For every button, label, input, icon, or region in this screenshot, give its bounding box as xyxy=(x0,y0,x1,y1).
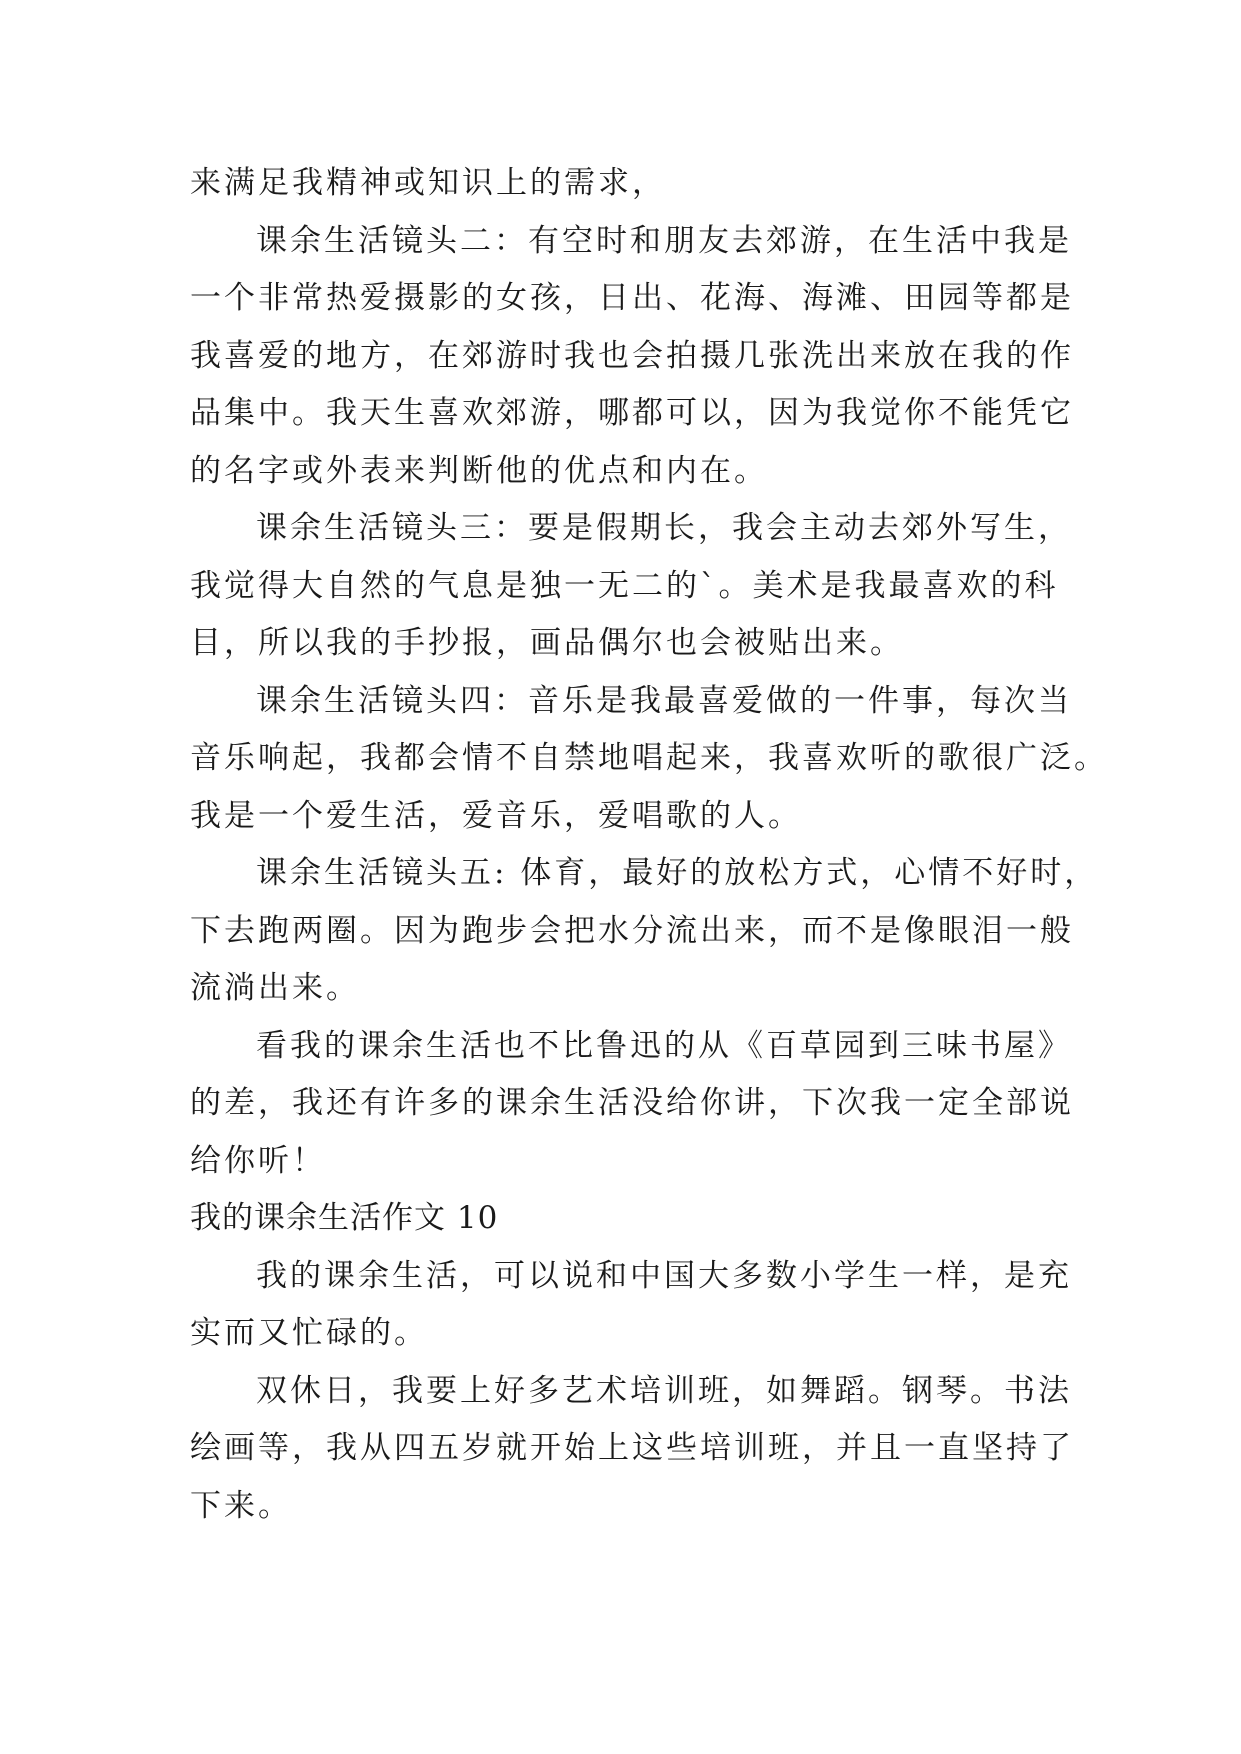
text-line: 实而又忙碌的。 xyxy=(190,1315,428,1351)
section-heading: 我的课余生活作文 10 xyxy=(190,1200,499,1236)
text-line: 给你听！ xyxy=(190,1142,326,1179)
paragraph-start-line: 课余生活镜头二：有空时和朋友去郊游，在生活中我是 xyxy=(256,222,1072,259)
text-line: 下来。 xyxy=(190,1487,292,1524)
text-line: 的名字或外表来判断他的优点和内在。 xyxy=(190,452,768,489)
paragraph-start-line: 双休日，我要上好多艺术培训班，如舞蹈。钢琴。书法 xyxy=(256,1372,1072,1409)
paragraph-start-line: 看我的课余生活也不比鲁迅的从《百草园到三味书屋》 xyxy=(256,1027,1072,1064)
text-line: 一个非常热爱摄影的女孩，日出、花海、海滩、田园等都是 xyxy=(190,280,1074,316)
text-line: 来满足我精神或知识上的需求， xyxy=(190,165,666,201)
text-line: 流淌出来。 xyxy=(190,970,360,1006)
text-line: 我觉得大自然的气息是独一无二的`。美术是我最喜欢的科 xyxy=(190,567,1059,604)
text-line: 我喜爱的地方，在郊游时我也会拍摄几张洗出来放在我的作 xyxy=(190,337,1074,374)
text-line: 的差，我还有许多的课余生活没给你讲，下次我一定全部说 xyxy=(190,1085,1074,1121)
text-line: 品集中。我天生喜欢郊游，哪都可以，因为我觉你不能凭它 xyxy=(190,395,1074,431)
paragraph-start-line: 课余生活镜头四：音乐是我最喜爱做的一件事，每次当 xyxy=(256,682,1072,719)
document-body xyxy=(190,155,1108,1535)
text-line: 目，所以我的手抄报，画品偶尔也会被贴出来。 xyxy=(190,625,904,661)
text-line: 我是一个爱生活，爱音乐，爱唱歌的人。 xyxy=(190,797,802,834)
text-line: 绘画等，我从四五岁就开始上这些培训班，并且一直坚持了 xyxy=(190,1430,1074,1466)
paragraph-start-line: 课余生活镜头五: 体育，最好的放松方式，心情不好时， xyxy=(256,855,1099,891)
text-line: 音乐响起，我都会情不自禁地唱起来，我喜欢听的歌很广泛。 xyxy=(190,740,1108,776)
text-line: 下去跑两圈。因为跑步会把水分流出来，而不是像眼泪一般 xyxy=(190,912,1074,949)
paragraph-start-line: 我的课余生活，可以说和中国大多数小学生一样，是充 xyxy=(256,1257,1072,1294)
paragraph-start-line: 课余生活镜头三：要是假期长，我会主动去郊外写生， xyxy=(256,510,1072,546)
